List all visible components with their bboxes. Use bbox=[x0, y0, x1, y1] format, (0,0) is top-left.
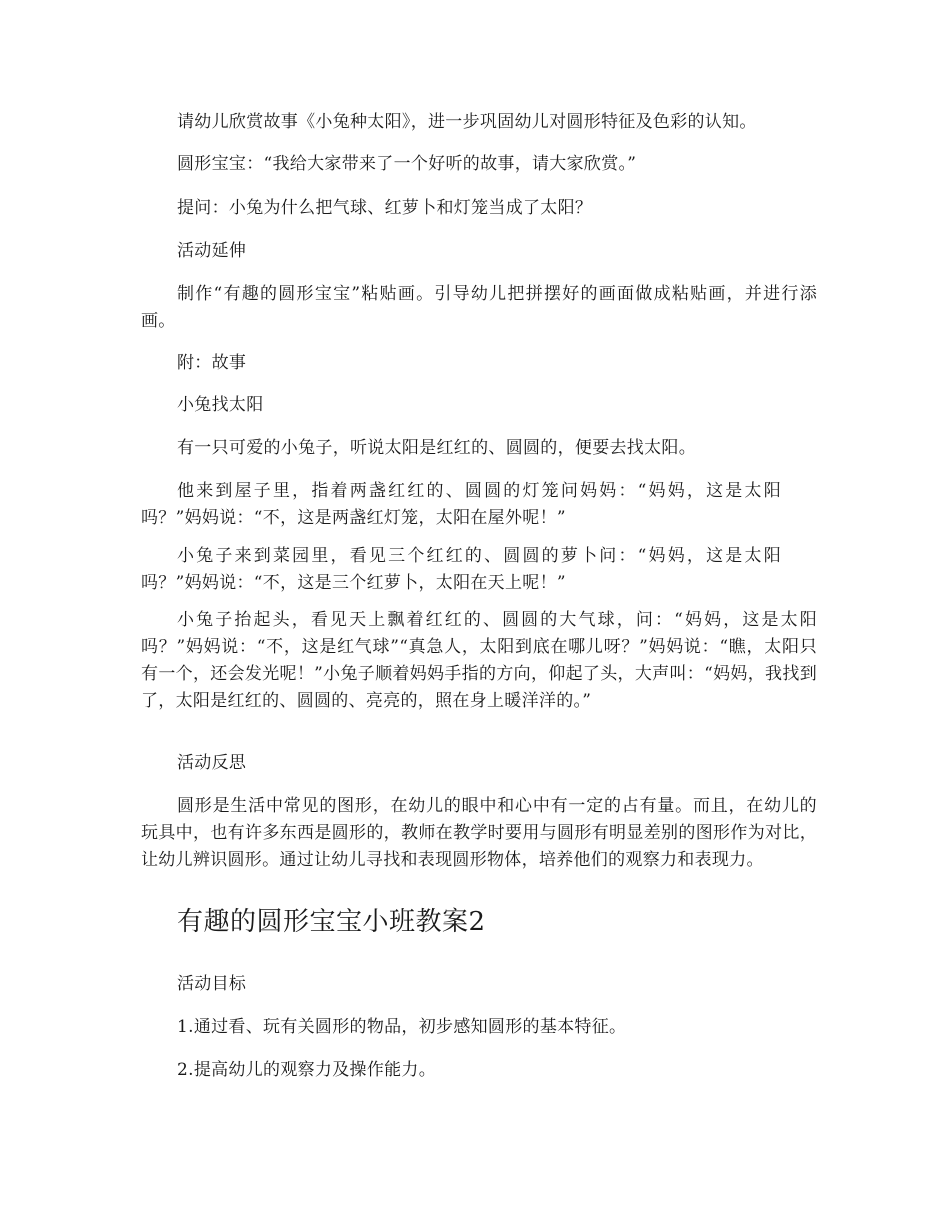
paragraph: 小兔子来到菜园里，看见三个红红的、圆圆的萝卜问：“妈妈，这是太阳吗？”妈妈说：“不，这是三个红萝卜，太阳在天上呢！” bbox=[141, 546, 781, 593]
paragraph: 请幼儿欣赏故事《小兔种太阳》，进一步巩固幼儿对圆形特征及色彩的认知。 bbox=[177, 112, 757, 132]
paragraph: 小兔子抬起头，看见天上飘着红红的、圆圆的大气球，问：“妈妈，这是太阳吗？”妈妈说：“不，这是红气球”“真急人，太阳到底在哪儿呀？”妈妈说：“瞧，太阳只有一个，还会发光呢！”小兔子顺着妈妈手指的方向，仰起了头，大声叫：“妈妈，我找到了，太阳是红红的、圆圆的、亮亮的，照在身上暖洋洋的。” bbox=[141, 610, 817, 711]
section-label: 活动目标 bbox=[177, 974, 247, 994]
paragraph: 有一只可爱的小兔子，听说太阳是红红的、圆圆的，便要去找太阳。 bbox=[177, 438, 696, 458]
story-title: 小兔找太阳 bbox=[177, 395, 264, 415]
list-item: 2.提高幼儿的观察力及操作能力。 bbox=[177, 1060, 437, 1080]
section-heading: 有趣的圆形宝宝小班教案2 bbox=[177, 907, 486, 937]
paragraph: 制作“有趣的圆形宝宝”粘贴画。引导幼儿把拼摆好的画面做成粘贴画，并进行添画。 bbox=[141, 284, 817, 331]
section-label: 活动反思 bbox=[177, 753, 247, 773]
paragraph: 圆形宝宝：“我给大家带来了一个好听的故事，请大家欣赏。” bbox=[177, 154, 637, 174]
paragraph: 提问：小兔为什么把气球、红萝卜和灯笼当成了太阳？ bbox=[177, 198, 593, 218]
paragraph: 圆形是生活中常见的图形，在幼儿的眼中和心中有一定的占有量。而且，在幼儿的玩具中，也有许多东西是圆形的，教师在教学时要用与圆形有明显差别的图形作为对比，让幼儿辨识圆形。通过让幼儿寻找和表现圆形物体，培养他们的观察力和表现力。 bbox=[141, 796, 817, 870]
paragraph: 他来到屋子里，指着两盏红红的、圆圆的灯笼问妈妈：“妈妈，这是太阳吗？”妈妈说：“不，这是两盏红灯笼，太阳在屋外呢！” bbox=[141, 481, 781, 528]
list-item: 1.通过看、玩有关圆形的物品，初步感知圆形的基本特征。 bbox=[177, 1017, 627, 1037]
section-label: 附：故事 bbox=[177, 353, 247, 373]
section-label: 活动延伸 bbox=[177, 241, 247, 261]
